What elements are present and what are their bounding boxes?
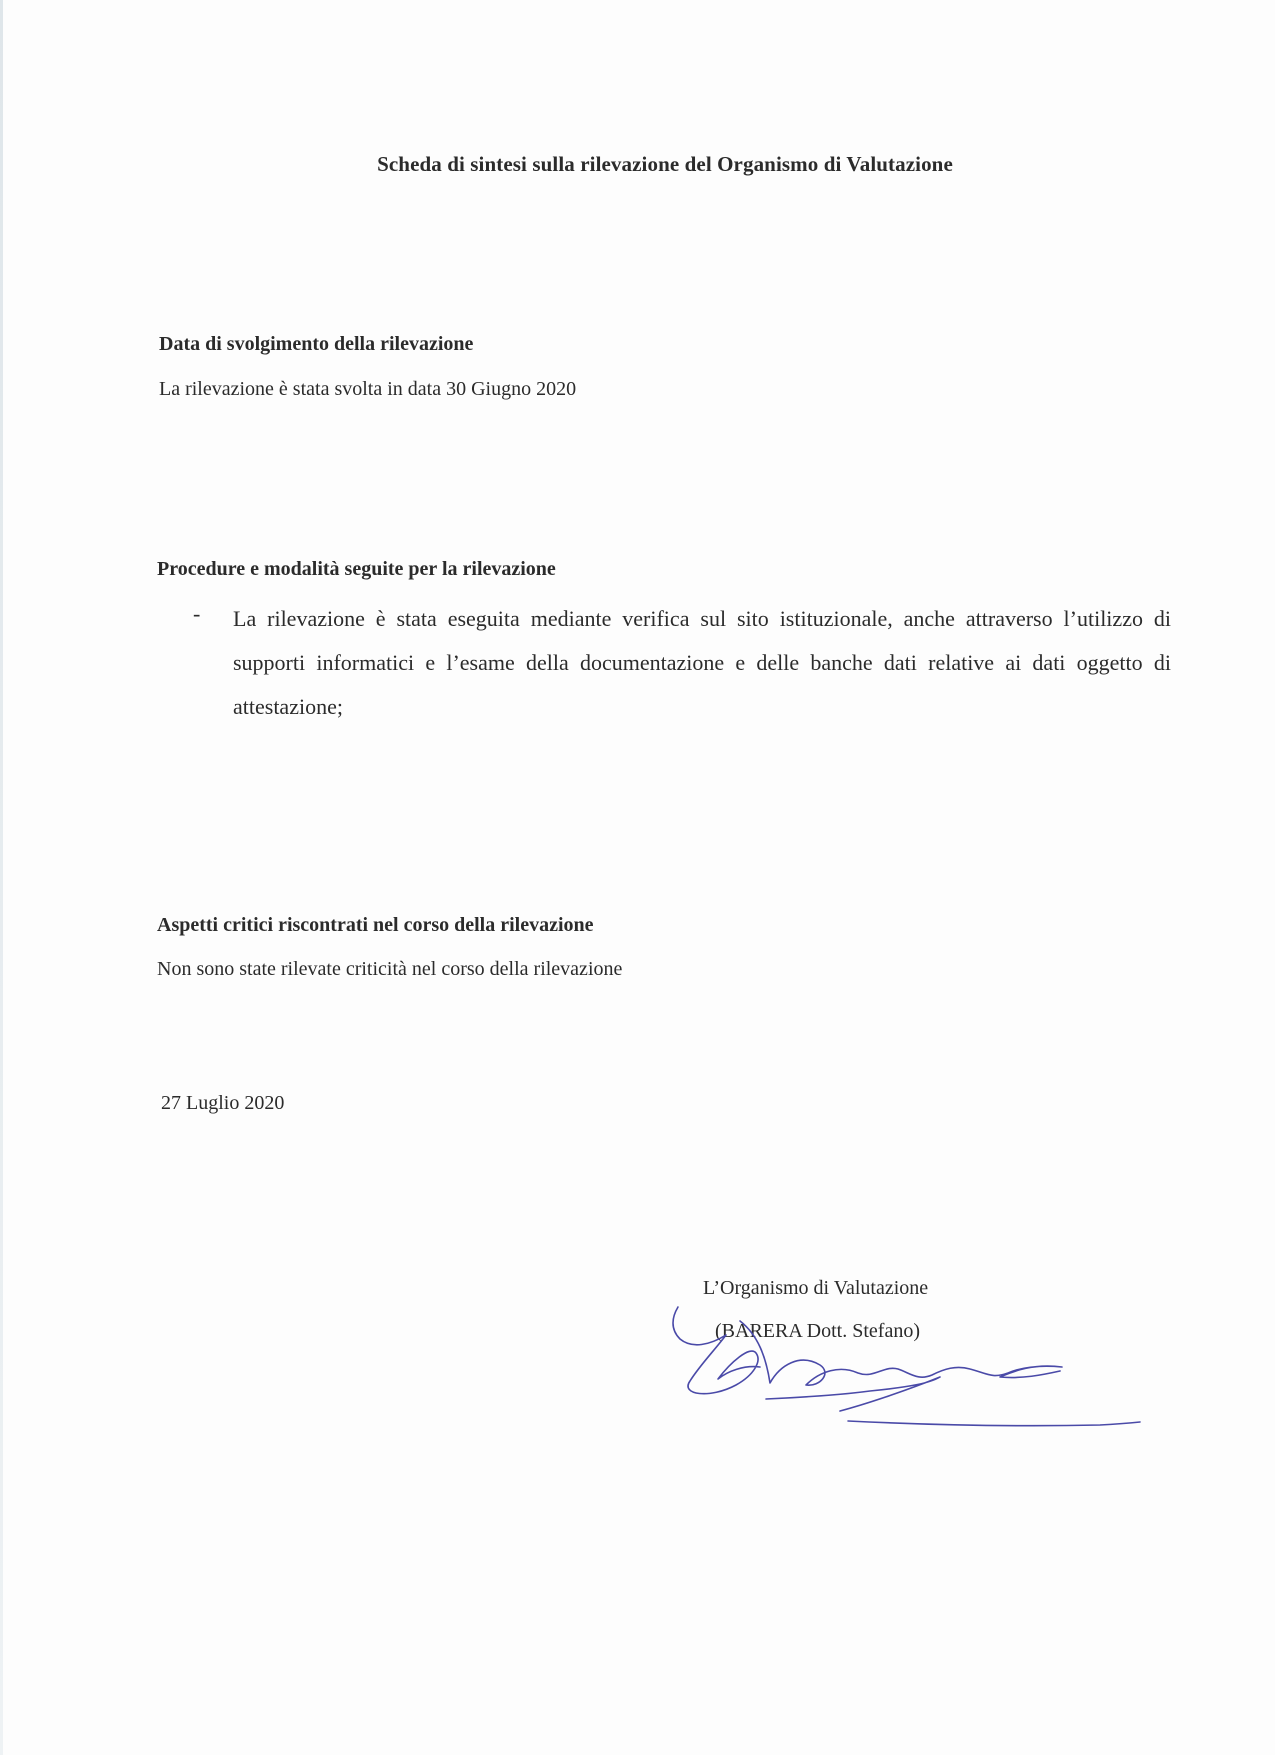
section-text-date: La rilevazione è stata svolta in data 30 Giugno 2020 <box>159 378 577 400</box>
signatory-name: (BARERA Dott. Stefano) <box>715 1320 920 1342</box>
bullet-marker: - <box>193 601 201 626</box>
section-text-procedures: La rilevazione è stata eseguita mediante verifica sul sito istituzionale, anche attraverso l’utilizzo di supporti informatici e l’esame della documentazione e delle banche dati relative ai dati oggetto di attestazione; <box>233 606 1171 719</box>
document-date: 27 Luglio 2020 <box>161 1092 285 1114</box>
section-text-critical-aspects: Non sono state rilevate criticità nel corso della rilevazione <box>157 958 623 980</box>
signatory-title: L’Organismo di Valutazione <box>703 1277 929 1299</box>
section-heading-date: Data di svolgimento della rilevazione <box>159 333 474 355</box>
document-title: Scheda di sintesi sulla rilevazione del Organismo di Valutazione <box>377 152 953 176</box>
section-heading-procedures: Procedure e modalità seguite per la rilevazione <box>157 558 556 580</box>
scan-edge <box>0 0 3 1755</box>
section-heading-critical-aspects: Aspetti critici riscontrati nel corso della rilevazione <box>157 914 594 936</box>
signature-strokes <box>673 1307 1140 1426</box>
handwritten-signature <box>670 1295 1160 1435</box>
